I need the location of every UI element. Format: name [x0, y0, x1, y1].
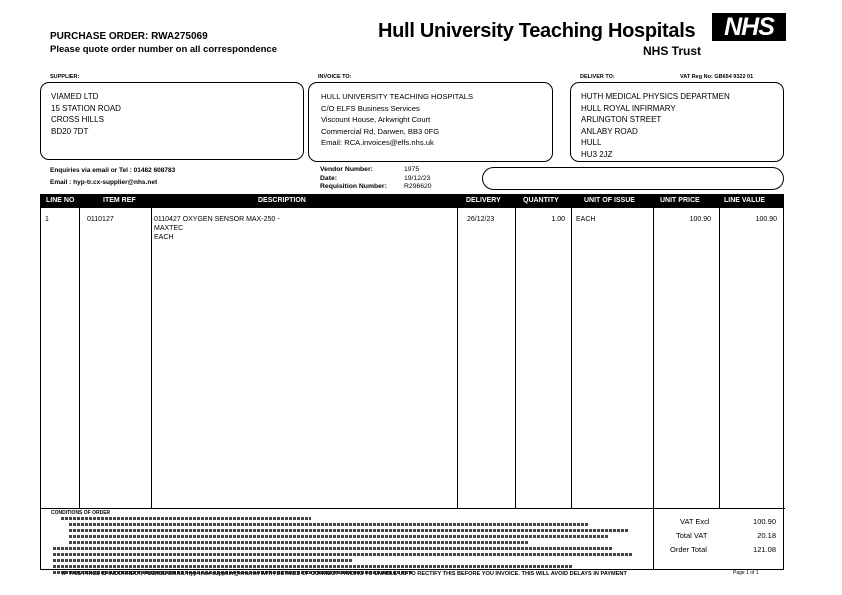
enquiries-text: Enquiries via email or Tel : 01482 608783	[50, 167, 176, 174]
col-quantity: QUANTITY	[523, 197, 559, 204]
po-title: PURCHASE ORDER: RWA275069	[50, 31, 208, 42]
reference-box	[482, 167, 784, 190]
conditions-line	[69, 535, 609, 538]
order-total-label: Order Total	[670, 545, 707, 554]
conditions-line	[69, 529, 629, 532]
total-vat-value: 20.18	[757, 531, 776, 540]
po-subtitle: Please quote order number on all correspondence	[50, 44, 278, 55]
col-divider	[719, 208, 720, 508]
description-line: 0110427 OXYGEN SENSOR MAX-250 -	[154, 216, 280, 223]
conditions-line	[53, 559, 353, 562]
supplier-line: 15 STATION ROAD	[51, 103, 121, 113]
trust-name: NHS Trust	[643, 44, 702, 58]
table-header	[40, 194, 784, 208]
totals-box	[653, 508, 785, 570]
col-unit-of-issue: UNIT OF ISSUE	[584, 197, 635, 204]
supplier-address	[51, 91, 121, 137]
invoice-to-label: INVOICE TO:	[318, 74, 352, 80]
cell-line-value: 100.90	[755, 216, 777, 223]
conditions-line	[69, 523, 589, 526]
invoice-line: C/O ELFS Business Services	[321, 103, 420, 113]
cell-item-ref: 0110127	[87, 216, 114, 223]
col-delivery: DELIVERY	[466, 197, 501, 204]
supplier-email: Email : hyp-tr.cx-supplier@nhs.net	[50, 179, 158, 186]
vat-excl-value: 100.90	[753, 517, 776, 526]
order-meta-values	[404, 166, 432, 192]
col-divider	[457, 208, 458, 508]
col-divider	[571, 208, 572, 508]
deliver-to-label: DELIVER TO:	[580, 74, 615, 80]
deliver-line: HU3 2JZ	[581, 149, 613, 159]
col-description: DESCRIPTION	[258, 197, 306, 204]
conditions-text	[53, 517, 643, 577]
supplier-line: CROSS HILLS	[51, 115, 104, 125]
table-body	[40, 208, 784, 570]
deliver-line: HULL ROYAL INFIRMARY	[581, 103, 676, 113]
cell-unit-price: 100.90	[689, 216, 711, 223]
col-item-ref: ITEM REF	[103, 197, 136, 204]
cell-delivery: 26/12/23	[467, 216, 495, 223]
nhs-logo: NHS	[712, 13, 786, 41]
cell-unit-of-issue: EACH	[576, 216, 596, 223]
requisition-label: Requisition Number:	[320, 183, 387, 191]
page-number: Page 1 of 1	[733, 570, 759, 576]
description-line: MAXTEC	[154, 225, 184, 232]
conditions-line	[53, 565, 573, 568]
vat-excl-label: VAT Excl	[680, 517, 710, 526]
cell-quantity: 1.00	[551, 216, 565, 223]
invoice-to-box	[308, 82, 553, 162]
deliver-line: HUTH MEDICAL PHYSICS DEPARTMEN	[581, 92, 730, 101]
total-vat-row	[664, 529, 776, 543]
cell-line-no: 1	[45, 216, 49, 223]
col-unit-price: UNIT PRICE	[660, 197, 700, 204]
total-vat-label: Total VAT	[676, 531, 708, 540]
supplier-line: BD20 7DT	[51, 126, 89, 136]
invoice-address	[321, 91, 473, 149]
col-divider	[653, 208, 654, 508]
date-label: Date:	[320, 174, 337, 182]
col-line-no: LINE NO	[46, 197, 75, 204]
supplier-box	[40, 82, 304, 160]
cell-description	[154, 215, 280, 242]
col-line-value: LINE VALUE	[724, 197, 766, 204]
description-line: EACH	[154, 234, 174, 241]
vendor-value: 1975	[404, 166, 420, 173]
col-divider	[79, 208, 80, 508]
invoice-line: Viscount House, Arkwright Court	[321, 115, 431, 125]
conditions-line	[53, 553, 633, 556]
vat-reg: VAT Reg No: GB654 9322 01	[680, 74, 754, 80]
deliver-to-box	[570, 82, 784, 162]
supplier-line: VIAMED LTD	[51, 92, 99, 101]
invoice-line: Commercial Rd, Darwen, BB3 0FG	[321, 126, 440, 136]
conditions-title: CONDITIONS OF ORDER	[51, 510, 111, 516]
vendor-label: Vendor Number:	[320, 166, 373, 173]
supplier-label: SUPPLIER:	[50, 74, 80, 80]
date-value: 19/12/23	[404, 174, 431, 182]
deliver-line: ARLINGTON STREET	[581, 115, 662, 125]
invoice-line: Email: RCA.invoices@elfs.nhs.uk	[321, 138, 434, 148]
conditions-line	[53, 547, 613, 550]
deliver-line: HULL	[581, 138, 602, 148]
conditions-line	[61, 517, 311, 520]
invoice-line: HULL UNIVERSITY TEACHING HOSPITALS	[321, 92, 474, 101]
deliver-address	[581, 91, 730, 161]
order-meta	[320, 166, 387, 192]
order-total-value: 121.08	[753, 545, 776, 554]
deliver-line: ANLABY ROAD	[581, 126, 638, 136]
footer-notice: IF THIS PRICE IS INCORRECT, PLEASE EMAIL hyp-tr.cx-supplier@nhs.net WITH DETAILS OF CORRECT PRICING TO ENABLE US TO RECTIFY THIS BEFORE YOU INVOICE. THIS WILL AVOID DELAYS IN PAYMENT	[62, 571, 627, 577]
hospital-name: Hull University Teaching Hospitals	[378, 20, 696, 42]
col-divider	[515, 208, 516, 508]
requisition-value: R296620	[404, 183, 432, 191]
order-total-row	[664, 543, 776, 557]
conditions-line	[69, 541, 529, 544]
vat-excl-row	[664, 515, 776, 529]
totals-list	[664, 515, 776, 557]
col-divider	[151, 208, 152, 508]
